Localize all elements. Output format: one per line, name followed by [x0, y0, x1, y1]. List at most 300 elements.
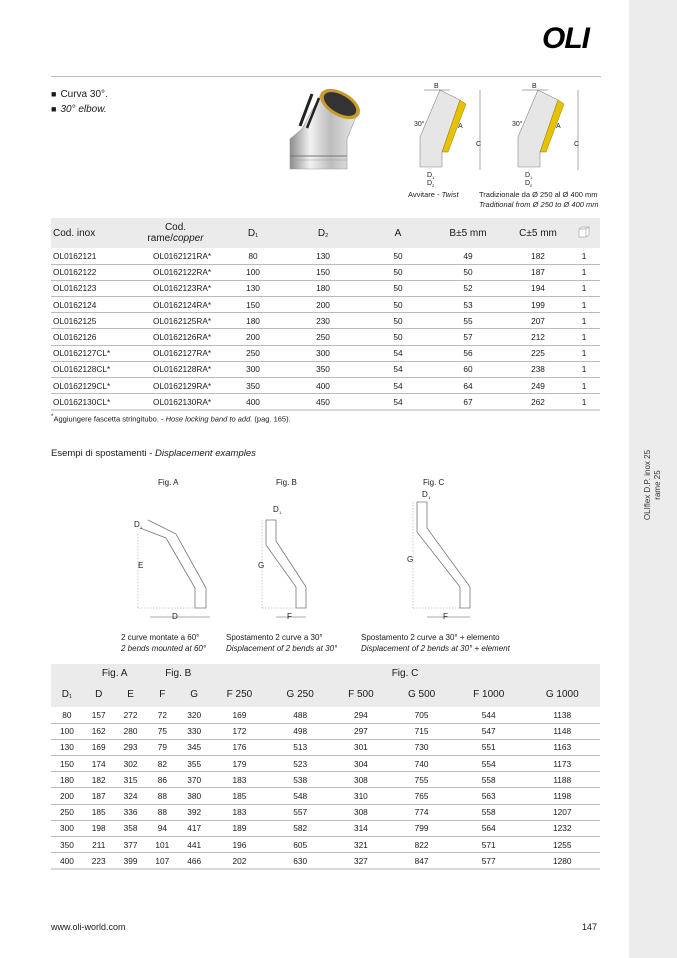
- table-cell: OL0162127RA*: [123, 345, 228, 361]
- fig-c-drawing: [407, 490, 470, 621]
- table-cell: 551: [453, 739, 525, 755]
- table-cell: 847: [390, 853, 453, 869]
- table-cell: 554: [453, 756, 525, 772]
- side-label-line1: OLIflex D.P. inox 25: [643, 449, 652, 521]
- table-cell: 605: [269, 837, 332, 853]
- twist-caption: [408, 190, 459, 199]
- col-cod-rame-copper: copper: [172, 233, 204, 244]
- table-cell: 563: [453, 788, 525, 804]
- table-cell: 705: [390, 707, 453, 723]
- group-fig-c: Fig. C: [210, 664, 600, 682]
- table-cell: OL0162122: [51, 264, 123, 280]
- table-cell: 577: [453, 853, 525, 869]
- table-cell: 169: [210, 707, 269, 723]
- table-cell: 498: [269, 723, 332, 739]
- table-cell: 130: [228, 280, 278, 296]
- table-cell: 294: [331, 707, 390, 723]
- table-row: [51, 394, 600, 410]
- table-cell: 250: [228, 345, 278, 361]
- displacement-group-header: [51, 664, 600, 682]
- table-cell: OL0162121: [51, 248, 123, 264]
- table-cell: 86: [146, 772, 178, 788]
- twist-drawing: [414, 83, 481, 188]
- table-cell: 150: [228, 297, 278, 313]
- table-cell: 183: [210, 804, 269, 820]
- traditional-caption-it: Tradizionale da Ø 250 al Ø 400 mm: [479, 190, 598, 199]
- product-table: [51, 218, 600, 411]
- svg-text:G: G: [258, 561, 265, 570]
- table-row: [51, 820, 600, 836]
- table-cell: 558: [453, 772, 525, 788]
- table-row: [51, 248, 600, 264]
- table-cell: 513: [269, 739, 332, 755]
- table-cell: 52: [428, 280, 508, 296]
- table-cell: 1: [568, 280, 600, 296]
- table-cell: 72: [146, 707, 178, 723]
- table-cell: OL0162125RA*: [123, 313, 228, 329]
- table-cell: 400: [228, 394, 278, 410]
- table-cell: 377: [115, 837, 147, 853]
- table-cell: 88: [146, 788, 178, 804]
- twist-caption-it: Avvitare -: [408, 190, 442, 199]
- product-table-header: [51, 218, 600, 248]
- table-cell: OL0162129RA*: [123, 378, 228, 394]
- table-cell: 324: [115, 788, 147, 804]
- table-cell: 54: [368, 361, 428, 377]
- twist-caption-en: Twist: [441, 190, 459, 199]
- table-cell: 345: [178, 739, 210, 755]
- column-header: F 1000: [453, 682, 525, 707]
- table-cell: 755: [390, 772, 453, 788]
- table-cell: 308: [331, 772, 390, 788]
- column-header: G 500: [390, 682, 453, 707]
- table-cell: OL0162127CL*: [51, 345, 123, 361]
- displacement-title: Esempi di spostamenti - Displacement examples: [51, 448, 256, 459]
- table-cell: 1148: [524, 723, 600, 739]
- table-cell: 250: [278, 329, 368, 345]
- svg-text:B: B: [532, 83, 537, 90]
- table-cell: 107: [146, 853, 178, 869]
- table-cell: 399: [115, 853, 147, 869]
- table-cell: 176: [210, 739, 269, 755]
- table-row: [51, 739, 600, 755]
- table-cell: 199: [508, 297, 568, 313]
- table-cell: OL0162124RA*: [123, 297, 228, 313]
- table-cell: OL0162124: [51, 297, 123, 313]
- table-cell: 180: [51, 772, 83, 788]
- table-cell: 315: [115, 772, 147, 788]
- table-cell: 82: [146, 756, 178, 772]
- table-cell: 130: [278, 248, 368, 264]
- col-c: C±5 mm: [508, 218, 568, 248]
- table-cell: 200: [228, 329, 278, 345]
- table-cell: 180: [228, 313, 278, 329]
- table-cell: 180: [278, 280, 368, 296]
- table-row: [51, 772, 600, 788]
- table-cell: 100: [228, 264, 278, 280]
- col-cod-rame-line2: rame/: [147, 233, 173, 244]
- table-cell: 200: [278, 297, 368, 313]
- table-cell: 308: [331, 804, 390, 820]
- table-cell: 50: [368, 280, 428, 296]
- table-row: [51, 297, 600, 313]
- table-cell: 54: [368, 394, 428, 410]
- svg-text:30°: 30°: [414, 121, 425, 128]
- table-cell: 172: [210, 723, 269, 739]
- svg-text:D: D: [172, 612, 178, 621]
- traditional-caption-en: Traditional from Ø 250 to Ø 400 mm: [479, 200, 599, 209]
- displacement-figures: [120, 488, 560, 628]
- elbow-30-product-photo: [272, 84, 372, 174]
- table-cell: OL0162125: [51, 313, 123, 329]
- table-cell: 230: [278, 313, 368, 329]
- table-cell: 187: [83, 788, 115, 804]
- table-cell: 53: [428, 297, 508, 313]
- svg-text:1: 1: [432, 175, 435, 180]
- table-cell: 1: [568, 313, 600, 329]
- table-cell: 1: [568, 394, 600, 410]
- svg-text:1: 1: [530, 175, 533, 180]
- table-cell: 174: [83, 756, 115, 772]
- table-row: [51, 853, 600, 869]
- table-cell: 301: [331, 739, 390, 755]
- table-cell: 300: [228, 361, 278, 377]
- table-cell: 1: [568, 248, 600, 264]
- table-cell: 185: [210, 788, 269, 804]
- side-label-line2: rame 25: [653, 470, 662, 500]
- table-cell: 300: [51, 820, 83, 836]
- table-cell: 200: [51, 788, 83, 804]
- table-cell: 50: [428, 264, 508, 280]
- table-cell: 336: [115, 804, 147, 820]
- svg-text:1: 1: [428, 495, 431, 500]
- table-cell: OL0162128RA*: [123, 361, 228, 377]
- table-cell: 55: [428, 313, 508, 329]
- table-cell: 196: [210, 837, 269, 853]
- fig-c-label: Fig. C: [423, 478, 445, 487]
- column-header: E: [115, 682, 147, 707]
- table-row: [51, 707, 600, 723]
- traditional-caption: [479, 190, 599, 210]
- table-cell: 380: [178, 788, 210, 804]
- table-cell: 179: [210, 756, 269, 772]
- table-cell: 1: [568, 378, 600, 394]
- table-cell: 50: [368, 248, 428, 264]
- table-cell: 211: [83, 837, 115, 853]
- column-header: G: [178, 682, 210, 707]
- table-cell: 400: [51, 853, 83, 869]
- group-fig-a: Fig. A: [83, 664, 147, 682]
- svg-text:A: A: [458, 123, 463, 130]
- footer-url[interactable]: www.oli-world.com: [51, 922, 126, 932]
- table-cell: 300: [278, 345, 368, 361]
- title-en: ■ 30° elbow.: [51, 102, 108, 117]
- col-cod-rame: [123, 218, 228, 248]
- table-cell: 355: [178, 756, 210, 772]
- svg-text:2: 2: [432, 183, 435, 188]
- svg-text:D: D: [427, 180, 433, 187]
- table-cell: 523: [269, 756, 332, 772]
- table-cell: 302: [115, 756, 147, 772]
- table-cell: 1255: [524, 837, 600, 853]
- table-cell: 1: [568, 329, 600, 345]
- table-cell: 715: [390, 723, 453, 739]
- fig-b-caption: Spostamento 2 curve a 30° Displacement of 2 bends at 30°: [226, 633, 338, 653]
- svg-text:30°: 30°: [512, 121, 523, 128]
- displacement-table: [51, 664, 600, 870]
- column-header: G 250: [269, 682, 332, 707]
- table-cell: 183: [210, 772, 269, 788]
- table-cell: 350: [278, 361, 368, 377]
- table-cell: OL0162123RA*: [123, 280, 228, 296]
- table-cell: 1173: [524, 756, 600, 772]
- table-cell: 400: [278, 378, 368, 394]
- table-cell: 262: [508, 394, 568, 410]
- svg-text:G: G: [407, 555, 414, 564]
- table-cell: 740: [390, 756, 453, 772]
- table-cell: 182: [83, 772, 115, 788]
- table-cell: 49: [428, 248, 508, 264]
- table-cell: 100: [51, 723, 83, 739]
- table-cell: 1: [568, 345, 600, 361]
- table-cell: 64: [428, 378, 508, 394]
- svg-text:D: D: [422, 490, 428, 499]
- table-cell: 223: [83, 853, 115, 869]
- table-row: [51, 756, 600, 772]
- table-row: [51, 361, 600, 377]
- table-row: [51, 723, 600, 739]
- col-d2: $D_2$: [278, 218, 368, 248]
- svg-text:C: C: [476, 141, 482, 148]
- table-row: [51, 345, 600, 361]
- svg-text:E: E: [138, 561, 144, 570]
- table-cell: 350: [51, 837, 83, 853]
- displacement-column-header: [51, 682, 600, 707]
- table-cell: 150: [51, 756, 83, 772]
- svg-text:B: B: [434, 83, 439, 90]
- table-row: [51, 264, 600, 280]
- col-d1: $D_1$: [228, 218, 278, 248]
- fig-a-label: Fig. A: [158, 478, 179, 487]
- table-cell: 1198: [524, 788, 600, 804]
- table-row: [51, 788, 600, 804]
- table-cell: 202: [210, 853, 269, 869]
- table-cell: 488: [269, 707, 332, 723]
- svg-text:D: D: [134, 520, 140, 529]
- table-cell: 1: [568, 361, 600, 377]
- table-cell: 799: [390, 820, 453, 836]
- table-cell: 350: [228, 378, 278, 394]
- svg-text:1: 1: [140, 525, 143, 530]
- page-number: 147: [582, 922, 598, 932]
- column-header: D: [83, 682, 115, 707]
- table-cell: 1138: [524, 707, 600, 723]
- table-cell: 194: [508, 280, 568, 296]
- table-cell: OL0162126RA*: [123, 329, 228, 345]
- table-cell: 765: [390, 788, 453, 804]
- table-cell: 558: [453, 804, 525, 820]
- column-header: $D_1$: [51, 682, 83, 707]
- table-cell: 169: [83, 739, 115, 755]
- svg-text:1: 1: [279, 510, 282, 515]
- table-cell: 207: [508, 313, 568, 329]
- table-cell: 182: [508, 248, 568, 264]
- table-cell: OL0162129CL*: [51, 378, 123, 394]
- table-cell: 327: [331, 853, 390, 869]
- table-cell: 80: [228, 248, 278, 264]
- table-cell: 272: [115, 707, 147, 723]
- table-cell: 88: [146, 804, 178, 820]
- table-cell: 212: [508, 329, 568, 345]
- col-cod-inox: Cod. inox: [51, 218, 123, 248]
- table-row: [51, 804, 600, 820]
- side-section-label: [632, 440, 674, 530]
- table-cell: 441: [178, 837, 210, 853]
- svg-text:F: F: [443, 612, 448, 621]
- fig-b-drawing: [258, 505, 306, 621]
- oli-logo: OLI: [542, 22, 589, 55]
- table-cell: 1232: [524, 820, 600, 836]
- table-row: [51, 280, 600, 296]
- table-cell: 297: [331, 723, 390, 739]
- column-header: F 500: [331, 682, 390, 707]
- table-row: [51, 837, 600, 853]
- col-cod-rame-line1: Cod.: [164, 222, 187, 233]
- table-cell: 548: [269, 788, 332, 804]
- svg-text:D: D: [273, 505, 279, 514]
- table-cell: 321: [331, 837, 390, 853]
- svg-text:2: 2: [530, 183, 533, 188]
- table-cell: 330: [178, 723, 210, 739]
- table-cell: 571: [453, 837, 525, 853]
- table-footnote: *Aggiungere fascetta stringitubo. - Hose locking band to add. (pag. 165).: [51, 413, 291, 424]
- table-cell: 1163: [524, 739, 600, 755]
- table-cell: 185: [83, 804, 115, 820]
- col-pack: [568, 218, 600, 248]
- table-cell: 79: [146, 739, 178, 755]
- col-a: A: [368, 218, 428, 248]
- table-cell: 50: [368, 264, 428, 280]
- col-b: B±5 mm: [428, 218, 508, 248]
- table-cell: 730: [390, 739, 453, 755]
- table-cell: 417: [178, 820, 210, 836]
- table-cell: OL0162130RA*: [123, 394, 228, 410]
- table-cell: 67: [428, 394, 508, 410]
- table-cell: 557: [269, 804, 332, 820]
- svg-text:D: D: [427, 172, 433, 179]
- table-cell: 101: [146, 837, 178, 853]
- svg-text:A: A: [556, 123, 561, 130]
- column-header: F 250: [210, 682, 269, 707]
- svg-text:D: D: [525, 180, 531, 187]
- table-cell: 225: [508, 345, 568, 361]
- table-cell: 1: [568, 264, 600, 280]
- table-cell: 1207: [524, 804, 600, 820]
- technical-drawings: [390, 82, 620, 192]
- table-cell: 1188: [524, 772, 600, 788]
- table-cell: 547: [453, 723, 525, 739]
- table-cell: OL0162126: [51, 329, 123, 345]
- traditional-drawing: [512, 83, 579, 188]
- table-cell: OL0162123: [51, 280, 123, 296]
- table-cell: 320: [178, 707, 210, 723]
- table-cell: 822: [390, 837, 453, 853]
- table-cell: 57: [428, 329, 508, 345]
- table-cell: 50: [368, 329, 428, 345]
- table-cell: 1280: [524, 853, 600, 869]
- svg-text:C: C: [574, 141, 580, 148]
- table-cell: 314: [331, 820, 390, 836]
- table-cell: 293: [115, 739, 147, 755]
- top-divider: [51, 76, 601, 77]
- table-cell: 94: [146, 820, 178, 836]
- table-cell: 80: [51, 707, 83, 723]
- group-fig-b: Fig. B: [146, 664, 210, 682]
- svg-text:F: F: [287, 612, 292, 621]
- svg-text:D: D: [525, 172, 531, 179]
- table-cell: 150: [278, 264, 368, 280]
- table-row: [51, 378, 600, 394]
- table-cell: 157: [83, 707, 115, 723]
- table-cell: 60: [428, 361, 508, 377]
- table-cell: OL0162128CL*: [51, 361, 123, 377]
- table-row: [51, 329, 600, 345]
- table-cell: 358: [115, 820, 147, 836]
- product-title: [51, 87, 108, 117]
- table-cell: 582: [269, 820, 332, 836]
- table-cell: 630: [269, 853, 332, 869]
- table-cell: 54: [368, 345, 428, 361]
- table-cell: 54: [368, 378, 428, 394]
- fig-b-label: Fig. B: [276, 478, 297, 487]
- fig-a-drawing: [134, 520, 210, 621]
- table-cell: 130: [51, 739, 83, 755]
- table-cell: 370: [178, 772, 210, 788]
- table-cell: 50: [368, 313, 428, 329]
- table-cell: 304: [331, 756, 390, 772]
- table-cell: 249: [508, 378, 568, 394]
- table-cell: 75: [146, 723, 178, 739]
- table-cell: 538: [269, 772, 332, 788]
- column-header: F: [146, 682, 178, 707]
- table-cell: 544: [453, 707, 525, 723]
- column-header: G 1000: [524, 682, 600, 707]
- table-cell: 187: [508, 264, 568, 280]
- title-it: ■ Curva 30°.: [51, 87, 108, 102]
- fig-a-caption: 2 curve montate a 60° 2 bends mounted at 60°: [121, 633, 207, 653]
- table-cell: 250: [51, 804, 83, 820]
- table-row: [51, 313, 600, 329]
- table-cell: 198: [83, 820, 115, 836]
- table-cell: 56: [428, 345, 508, 361]
- table-cell: 564: [453, 820, 525, 836]
- table-cell: 1: [568, 297, 600, 313]
- table-cell: 238: [508, 361, 568, 377]
- table-cell: 280: [115, 723, 147, 739]
- table-cell: 450: [278, 394, 368, 410]
- fig-c-caption: Spostamento 2 curve a 30° + elemento Displacement of 2 bends at 30° + element: [361, 633, 510, 653]
- table-cell: OL0162130CL*: [51, 394, 123, 410]
- table-cell: OL0162122RA*: [123, 264, 228, 280]
- table-cell: 162: [83, 723, 115, 739]
- package-box-icon: [578, 226, 590, 238]
- table-cell: OL0162121RA*: [123, 248, 228, 264]
- table-cell: 50: [368, 297, 428, 313]
- table-cell: 310: [331, 788, 390, 804]
- table-cell: 392: [178, 804, 210, 820]
- table-cell: 189: [210, 820, 269, 836]
- table-cell: 466: [178, 853, 210, 869]
